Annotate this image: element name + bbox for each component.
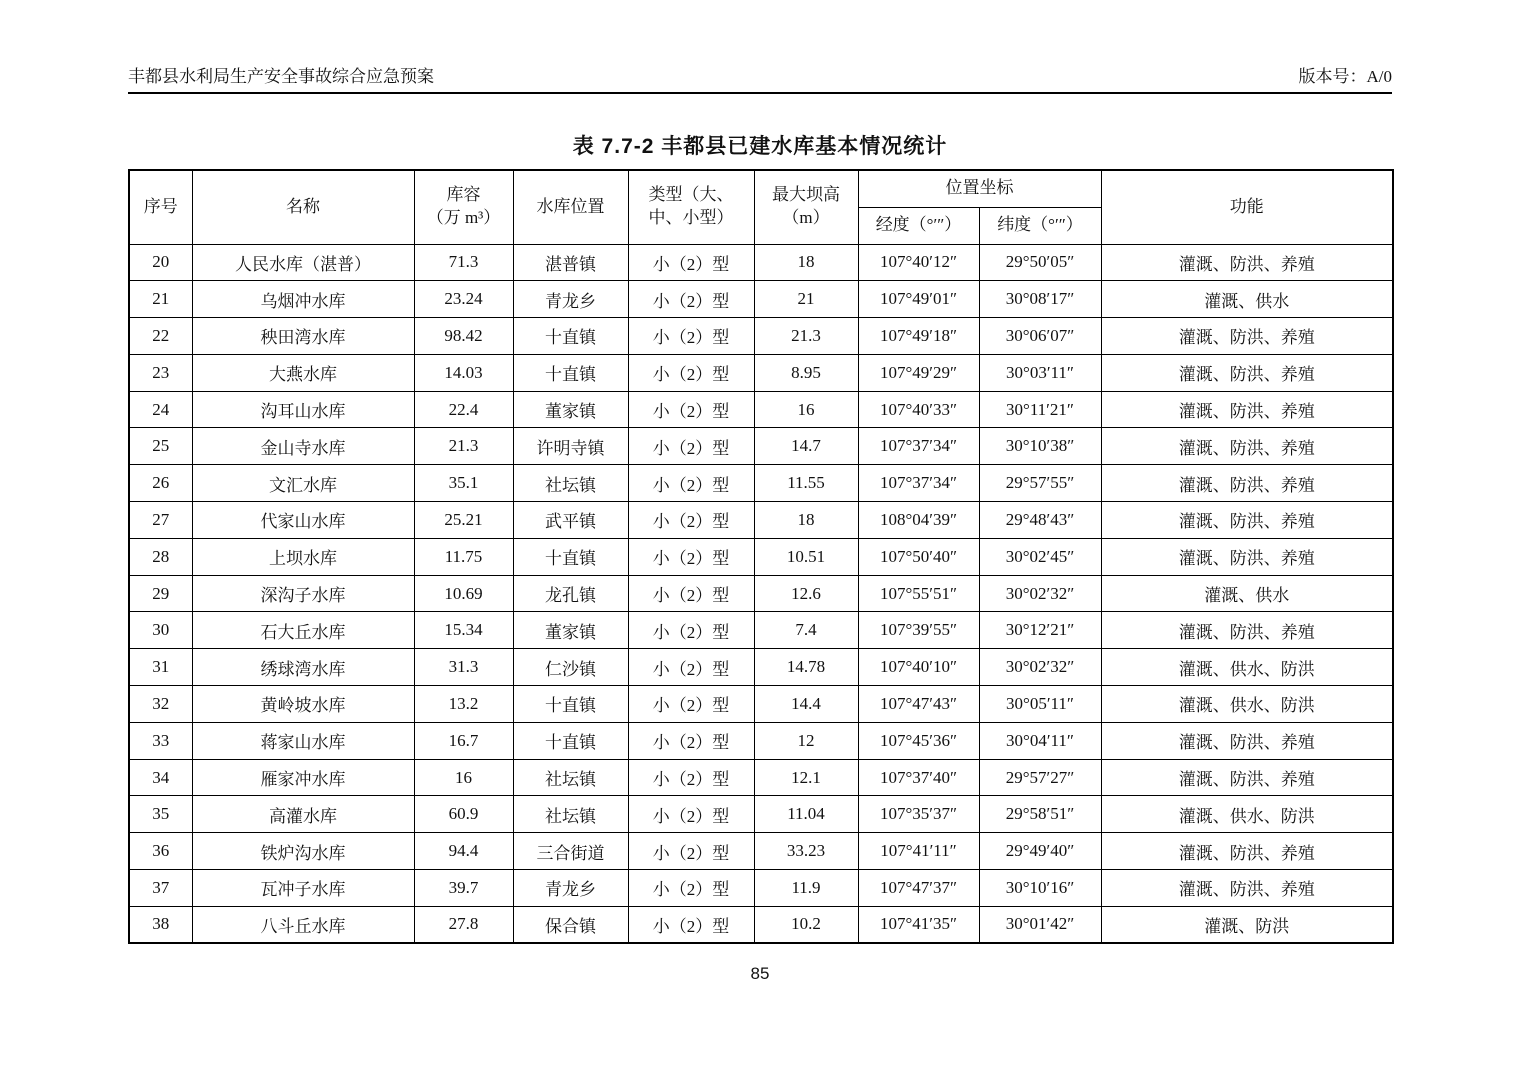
cell-latitude: 29°48′43″ (979, 502, 1101, 539)
cell-dam-height: 18 (754, 502, 858, 539)
cell-type: 小（2）型 (628, 428, 754, 465)
cell-function: 灌溉、防洪、养殖 (1101, 391, 1393, 428)
col-header-dam-height (754, 170, 858, 244)
cell-location: 董家镇 (513, 391, 628, 428)
cell-type: 小（2）型 (628, 318, 754, 355)
table-title: 表 7.7-2 丰都县已建水库基本情况统计 (572, 135, 948, 158)
cell-function: 灌溉、防洪、养殖 (1101, 502, 1393, 539)
cell-type: 小（2）型 (628, 686, 754, 723)
cell-function: 灌溉、供水、防洪 (1101, 649, 1393, 686)
table-row (129, 906, 1393, 943)
cell-name: 金山寺水库 (192, 428, 414, 465)
cell-longitude: 107°49′29″ (858, 354, 979, 391)
cell-function: 灌溉、防洪、养殖 (1101, 428, 1393, 465)
document-page (128, 0, 1392, 984)
cell-name: 代家山水库 (192, 502, 414, 539)
col-header-function: 功能 (1101, 170, 1393, 244)
page-header (128, 62, 1392, 94)
cell-name: 深沟子水库 (192, 575, 414, 612)
cell-name: 大燕水库 (192, 354, 414, 391)
col-header-type (628, 170, 754, 244)
cell-type: 小（2）型 (628, 244, 754, 281)
cell-dam-height: 11.04 (754, 796, 858, 833)
table-row (129, 428, 1393, 465)
cell-location: 社坛镇 (513, 465, 628, 502)
cell-latitude: 29°57′55″ (979, 465, 1101, 502)
cell-longitude: 107°47′37″ (858, 870, 979, 907)
cell-type: 小（2）型 (628, 906, 754, 943)
cell-name: 雁家冲水库 (192, 759, 414, 796)
cell-capacity: 22.4 (414, 391, 513, 428)
cell-location: 武平镇 (513, 502, 628, 539)
cell-latitude: 30°02′45″ (979, 538, 1101, 575)
cell-latitude: 30°04′11″ (979, 722, 1101, 759)
table-row (129, 722, 1393, 759)
cell-name: 蒋家山水库 (192, 722, 414, 759)
cell-dam-height: 33.23 (754, 833, 858, 870)
cell-index: 20 (129, 244, 192, 281)
cell-function: 灌溉、防洪、养殖 (1101, 612, 1393, 649)
cell-dam-height: 10.2 (754, 906, 858, 943)
cell-name: 文汇水库 (192, 465, 414, 502)
cell-function: 灌溉、防洪、养殖 (1101, 354, 1393, 391)
cell-location: 保合镇 (513, 906, 628, 943)
cell-function: 灌溉、防洪、养殖 (1101, 833, 1393, 870)
cell-name: 高灌水库 (192, 796, 414, 833)
cell-name: 上坝水库 (192, 538, 414, 575)
cell-function: 灌溉、防洪、养殖 (1101, 318, 1393, 355)
col-header-type-line1: 类型（大、 (648, 185, 734, 205)
col-header-coordinates: 位置坐标 (858, 170, 1101, 207)
table-row (129, 465, 1393, 502)
cell-name: 人民水库（湛普） (192, 244, 414, 281)
cell-capacity: 27.8 (414, 906, 513, 943)
table-row (129, 575, 1393, 612)
cell-longitude: 107°40′12″ (858, 244, 979, 281)
cell-location: 青龙乡 (513, 281, 628, 318)
cell-latitude: 30°02′32″ (979, 575, 1101, 612)
table-row (129, 354, 1393, 391)
cell-type: 小（2）型 (628, 575, 754, 612)
cell-location: 十直镇 (513, 354, 628, 391)
cell-latitude: 30°06′07″ (979, 318, 1101, 355)
col-header-type-line2: 中、小型） (648, 208, 734, 228)
cell-function: 灌溉、防洪、养殖 (1101, 538, 1393, 575)
cell-dam-height: 14.7 (754, 428, 858, 465)
col-header-name: 名称 (192, 170, 414, 244)
cell-dam-height: 11.55 (754, 465, 858, 502)
cell-dam-height: 12 (754, 722, 858, 759)
cell-capacity: 14.03 (414, 354, 513, 391)
cell-location: 十直镇 (513, 686, 628, 723)
cell-latitude: 29°57′27″ (979, 759, 1101, 796)
reservoir-table-body (129, 244, 1393, 943)
cell-capacity: 35.1 (414, 465, 513, 502)
cell-longitude: 107°55′51″ (858, 575, 979, 612)
cell-dam-height: 8.95 (754, 354, 858, 391)
cell-function: 灌溉、防洪 (1101, 906, 1393, 943)
cell-function: 灌溉、供水 (1101, 281, 1393, 318)
cell-latitude: 30°03′11″ (979, 354, 1101, 391)
cell-longitude: 107°49′01″ (858, 281, 979, 318)
table-row (129, 796, 1393, 833)
table-row (129, 612, 1393, 649)
cell-capacity: 94.4 (414, 833, 513, 870)
cell-latitude: 29°50′05″ (979, 244, 1101, 281)
cell-latitude: 30°10′16″ (979, 870, 1101, 907)
cell-type: 小（2）型 (628, 796, 754, 833)
cell-index: 38 (129, 906, 192, 943)
cell-dam-height: 16 (754, 391, 858, 428)
cell-latitude: 30°01′42″ (979, 906, 1101, 943)
cell-longitude: 107°50′40″ (858, 538, 979, 575)
col-header-capacity-line1: 库容 (446, 185, 481, 205)
cell-capacity: 98.42 (414, 318, 513, 355)
cell-capacity: 21.3 (414, 428, 513, 465)
cell-capacity: 60.9 (414, 796, 513, 833)
cell-dam-height: 14.4 (754, 686, 858, 723)
cell-longitude: 107°37′34″ (858, 428, 979, 465)
table-row (129, 502, 1393, 539)
cell-location: 十直镇 (513, 318, 628, 355)
cell-type: 小（2）型 (628, 465, 754, 502)
col-header-location: 水库位置 (513, 170, 628, 244)
table-row (129, 686, 1393, 723)
cell-capacity: 31.3 (414, 649, 513, 686)
cell-function: 灌溉、供水、防洪 (1101, 686, 1393, 723)
cell-function: 灌溉、供水、防洪 (1101, 796, 1393, 833)
cell-name: 瓦冲子水库 (192, 870, 414, 907)
cell-index: 31 (129, 649, 192, 686)
cell-dam-height: 10.51 (754, 538, 858, 575)
cell-index: 27 (129, 502, 192, 539)
cell-capacity: 13.2 (414, 686, 513, 723)
cell-type: 小（2）型 (628, 354, 754, 391)
table-row (129, 318, 1393, 355)
table-row (129, 391, 1393, 428)
cell-name: 秧田湾水库 (192, 318, 414, 355)
cell-function: 灌溉、防洪、养殖 (1101, 759, 1393, 796)
cell-dam-height: 12.6 (754, 575, 858, 612)
cell-index: 33 (129, 722, 192, 759)
cell-longitude: 107°47′43″ (858, 686, 979, 723)
cell-location: 三合街道 (513, 833, 628, 870)
cell-location: 董家镇 (513, 612, 628, 649)
cell-longitude: 107°41′35″ (858, 906, 979, 943)
table-row (129, 649, 1393, 686)
cell-type: 小（2）型 (628, 870, 754, 907)
table-row (129, 281, 1393, 318)
col-header-capacity-line2: （万 m³） (426, 208, 501, 228)
cell-index: 37 (129, 870, 192, 907)
cell-index: 32 (129, 686, 192, 723)
cell-function: 灌溉、防洪、养殖 (1101, 244, 1393, 281)
cell-capacity: 16.7 (414, 722, 513, 759)
cell-type: 小（2）型 (628, 722, 754, 759)
table-row (129, 870, 1393, 907)
cell-location: 仁沙镇 (513, 649, 628, 686)
cell-dam-height: 21 (754, 281, 858, 318)
cell-latitude: 29°58′51″ (979, 796, 1101, 833)
cell-longitude: 107°45′36″ (858, 722, 979, 759)
header-left-text: 丰都县水利局生产安全事故综合应急预案 (128, 67, 434, 86)
cell-index: 36 (129, 833, 192, 870)
cell-capacity: 25.21 (414, 502, 513, 539)
header-version-text: 版本号：A/0 (1298, 67, 1392, 86)
cell-dam-height: 12.1 (754, 759, 858, 796)
cell-capacity: 71.3 (414, 244, 513, 281)
table-row (129, 244, 1393, 281)
cell-type: 小（2）型 (628, 538, 754, 575)
col-header-longitude: 经度（°′″） (858, 207, 979, 244)
cell-latitude: 30°11′21″ (979, 391, 1101, 428)
cell-index: 22 (129, 318, 192, 355)
cell-latitude: 30°12′21″ (979, 612, 1101, 649)
cell-name: 绣球湾水库 (192, 649, 414, 686)
cell-index: 23 (129, 354, 192, 391)
cell-longitude: 108°04′39″ (858, 502, 979, 539)
cell-type: 小（2）型 (628, 281, 754, 318)
cell-location: 龙孔镇 (513, 575, 628, 612)
cell-name: 黄岭坡水库 (192, 686, 414, 723)
col-header-index: 序号 (129, 170, 192, 244)
cell-longitude: 107°40′10″ (858, 649, 979, 686)
cell-index: 34 (129, 759, 192, 796)
cell-longitude: 107°39′55″ (858, 612, 979, 649)
cell-capacity: 11.75 (414, 538, 513, 575)
col-header-dam-height-line2: （m） (782, 208, 830, 228)
cell-dam-height: 21.3 (754, 318, 858, 355)
cell-function: 灌溉、防洪、养殖 (1101, 722, 1393, 759)
cell-index: 28 (129, 538, 192, 575)
table-row (129, 759, 1393, 796)
cell-index: 21 (129, 281, 192, 318)
cell-location: 湛普镇 (513, 244, 628, 281)
cell-location: 许明寺镇 (513, 428, 628, 465)
cell-longitude: 107°35′37″ (858, 796, 979, 833)
cell-function: 灌溉、防洪、养殖 (1101, 870, 1393, 907)
cell-type: 小（2）型 (628, 833, 754, 870)
table-header (129, 170, 1393, 244)
cell-longitude: 107°37′34″ (858, 465, 979, 502)
cell-index: 30 (129, 612, 192, 649)
cell-name: 沟耳山水库 (192, 391, 414, 428)
cell-latitude: 29°49′40″ (979, 833, 1101, 870)
cell-capacity: 39.7 (414, 870, 513, 907)
col-header-dam-height-line1: 最大坝高 (772, 185, 840, 205)
cell-capacity: 16 (414, 759, 513, 796)
cell-index: 24 (129, 391, 192, 428)
cell-capacity: 10.69 (414, 575, 513, 612)
cell-function: 灌溉、供水 (1101, 575, 1393, 612)
cell-type: 小（2）型 (628, 759, 754, 796)
table-row (129, 538, 1393, 575)
cell-dam-height: 14.78 (754, 649, 858, 686)
cell-latitude: 30°05′11″ (979, 686, 1101, 723)
cell-location: 十直镇 (513, 722, 628, 759)
cell-index: 29 (129, 575, 192, 612)
page-number: 85 (750, 964, 770, 984)
cell-location: 社坛镇 (513, 796, 628, 833)
cell-type: 小（2）型 (628, 612, 754, 649)
cell-latitude: 30°08′17″ (979, 281, 1101, 318)
cell-function: 灌溉、防洪、养殖 (1101, 465, 1393, 502)
cell-longitude: 107°37′40″ (858, 759, 979, 796)
cell-longitude: 107°49′18″ (858, 318, 979, 355)
cell-location: 青龙乡 (513, 870, 628, 907)
cell-name: 石大丘水库 (192, 612, 414, 649)
col-header-latitude: 纬度（°′″） (979, 207, 1101, 244)
cell-type: 小（2）型 (628, 649, 754, 686)
cell-capacity: 15.34 (414, 612, 513, 649)
table-row (129, 833, 1393, 870)
reservoir-table (128, 169, 1394, 944)
cell-index: 26 (129, 465, 192, 502)
cell-name: 八斗丘水库 (192, 906, 414, 943)
cell-dam-height: 7.4 (754, 612, 858, 649)
cell-index: 25 (129, 428, 192, 465)
cell-capacity: 23.24 (414, 281, 513, 318)
cell-location: 十直镇 (513, 538, 628, 575)
cell-type: 小（2）型 (628, 391, 754, 428)
cell-latitude: 30°10′38″ (979, 428, 1101, 465)
cell-name: 铁炉沟水库 (192, 833, 414, 870)
col-header-capacity (414, 170, 513, 244)
cell-dam-height: 11.9 (754, 870, 858, 907)
cell-dam-height: 18 (754, 244, 858, 281)
cell-longitude: 107°40′33″ (858, 391, 979, 428)
cell-longitude: 107°41′11″ (858, 833, 979, 870)
cell-latitude: 30°02′32″ (979, 649, 1101, 686)
cell-name: 乌烟冲水库 (192, 281, 414, 318)
cell-type: 小（2）型 (628, 502, 754, 539)
cell-location: 社坛镇 (513, 759, 628, 796)
header-row-1 (129, 170, 1393, 207)
cell-index: 35 (129, 796, 192, 833)
